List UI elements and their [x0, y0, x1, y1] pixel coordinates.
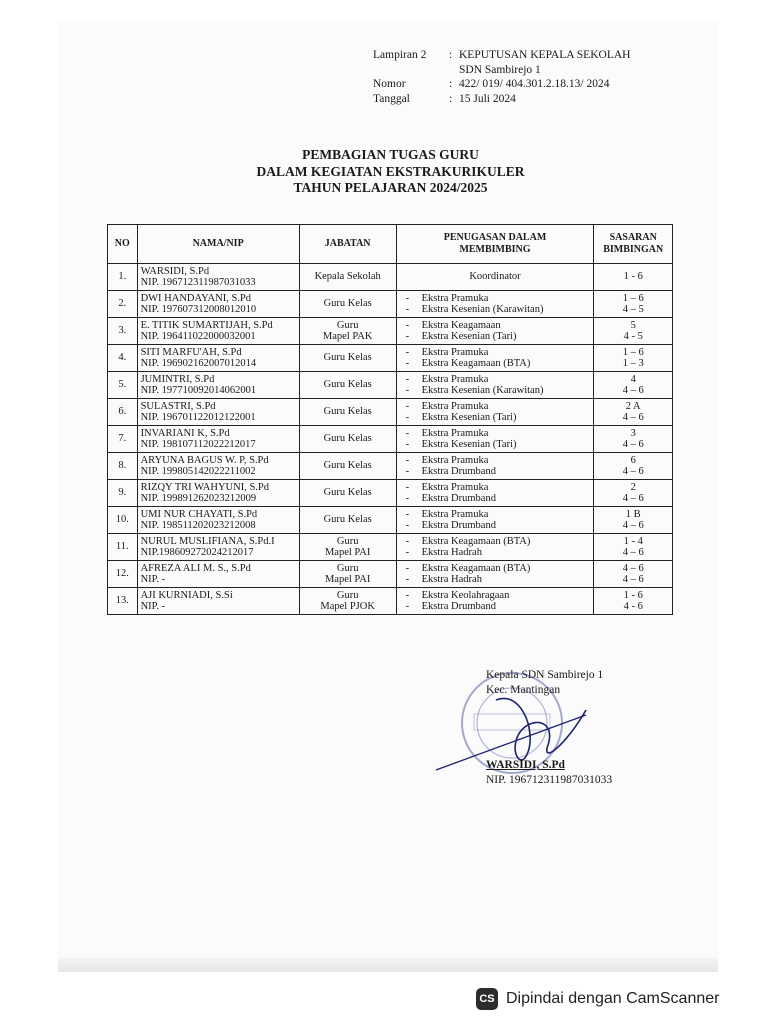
row-number: 5.: [108, 372, 138, 399]
row-number: 3.: [108, 318, 138, 345]
table-body: [108, 264, 673, 615]
assignment-cell: [396, 588, 594, 615]
row-number: 7.: [108, 426, 138, 453]
position-text: Guru Kelas: [323, 298, 372, 310]
teacher-nip: NIP. 199891262023212009: [140, 493, 257, 504]
assignment-item: [400, 493, 591, 505]
teacher-cell: [137, 480, 299, 507]
assignment-cell: [396, 561, 594, 588]
target-grade: 4 – 6: [622, 385, 644, 396]
position-text: Guru: [336, 562, 359, 574]
teacher-name: DWI HANDAYANI, S.Pd: [140, 292, 252, 304]
bullet-dash: -: [405, 562, 410, 574]
assignment-item: [400, 520, 591, 532]
teacher-name: NURUL MUSLIFIANA, S.Pd.I: [140, 535, 275, 547]
table-row: [108, 399, 673, 426]
target-grade: 1 – 6: [622, 346, 644, 358]
watermark-text: Dipindai dengan CamScanner: [506, 990, 720, 1007]
bullet-dash: -: [405, 589, 410, 601]
assignment-item: [400, 590, 591, 602]
page-bottom-edge: [58, 958, 718, 972]
teacher-cell: [137, 345, 299, 372]
target-grade: 4 – 6: [622, 412, 644, 423]
target-cell: [594, 453, 673, 480]
bullet-dash: -: [405, 466, 410, 477]
target-grade: 4 – 6: [622, 439, 644, 450]
signature-subtitle: Kec. Mantingan: [486, 684, 561, 696]
position-text: Guru Kelas: [323, 514, 372, 526]
assignment-text: Ekstra Keolahragaan: [421, 589, 510, 601]
signature-nip: NIP. 196712311987031033: [486, 774, 613, 786]
assignment-text: Ekstra Pramuka: [421, 427, 489, 439]
header-separator: [449, 63, 459, 78]
bullet-dash: -: [405, 319, 410, 331]
assignment-text: Ekstra Drumband: [421, 601, 496, 612]
teacher-nip: NIP. 196712311987031033: [140, 277, 256, 288]
target-grade: 2 A: [625, 400, 641, 412]
assignment-text: Ekstra Pramuka: [421, 454, 489, 466]
teacher-name: E. TITIK SUMARTIJAH, S.Pd: [140, 319, 273, 331]
assignment-cell: [396, 291, 594, 318]
position-text: Guru: [336, 535, 359, 547]
target-cell: [594, 318, 673, 345]
assignment-text: Ekstra Drumband: [421, 466, 496, 477]
position-text: Guru: [336, 589, 359, 601]
teacher-nip: NIP. -: [140, 574, 166, 585]
camscanner-watermark: [476, 984, 719, 1014]
teacher-name: UMI NUR CHAYATI, S.Pd: [140, 508, 258, 520]
teacher-nip: NIP. 197710092014062001: [140, 385, 257, 396]
assignment-cell: [396, 453, 594, 480]
position-text: Guru Kelas: [323, 379, 372, 391]
teacher-name: SULASTRI, S.Pd: [140, 400, 216, 412]
target-cell: [594, 345, 673, 372]
row-number: 10.: [108, 507, 138, 534]
assignment-cell: [396, 480, 594, 507]
assignment-item: [400, 466, 591, 478]
position-text: Guru Kelas: [323, 433, 372, 445]
table-row: [108, 345, 673, 372]
assignment-item: [400, 304, 591, 316]
target-cell: [594, 534, 673, 561]
assignment-text: Ekstra Pramuka: [421, 481, 489, 493]
target-grade: 4 – 6: [622, 574, 644, 585]
header-no: NO: [108, 225, 138, 264]
target-cell: [594, 561, 673, 588]
target-cell: [594, 264, 673, 291]
teacher-name: AFREZA ALI M. S., S.Pd: [140, 562, 251, 574]
teacher-cell: [137, 399, 299, 426]
header-row-school: [373, 63, 630, 78]
assignment-item: [400, 412, 591, 424]
table-row: [108, 426, 673, 453]
bullet-dash: -: [405, 508, 410, 520]
position-text: Mapel PAK: [322, 331, 373, 342]
target-grade: 1 – 6: [622, 292, 644, 304]
bullet-dash: -: [405, 481, 410, 493]
header-row-nomor: [373, 77, 630, 92]
target-cell: [594, 588, 673, 615]
assignment-text: Ekstra Pramuka: [421, 292, 489, 304]
assignment-text: Ekstra Pramuka: [421, 373, 489, 385]
bullet-dash: -: [405, 400, 410, 412]
teacher-cell: [137, 561, 299, 588]
teacher-cell: [137, 534, 299, 561]
table-row: [108, 318, 673, 345]
position-text: Kepala Sekolah: [314, 271, 381, 283]
teacher-cell: [137, 453, 299, 480]
assignment-item: [400, 439, 591, 451]
target-grade: 4 – 6: [622, 493, 644, 504]
teacher-cell: [137, 507, 299, 534]
header-label: [373, 63, 449, 78]
assignment-item: [400, 428, 591, 440]
position-cell: [299, 345, 396, 372]
assignment-item: [400, 563, 591, 575]
assignment-table: [107, 224, 673, 615]
assignment-item: [400, 347, 591, 359]
position-cell: [299, 426, 396, 453]
target-grade: 1 - 6: [623, 271, 643, 283]
teacher-cell: [137, 372, 299, 399]
bullet-dash: -: [405, 493, 410, 504]
target-grade: 6: [630, 454, 636, 466]
assignment-cell: [396, 372, 594, 399]
teacher-name: AJI KURNIADI, S.Si: [140, 589, 233, 601]
signature-title: Kepala SDN Sambirejo 1: [486, 669, 604, 681]
teacher-nip: NIP. 196411022000032001: [140, 331, 256, 342]
position-cell: [299, 480, 396, 507]
bullet-dash: -: [405, 601, 410, 612]
assignment-text: Ekstra Kesenian (Karawitan): [421, 304, 544, 315]
table-row: [108, 561, 673, 588]
header-label: Nomor: [373, 78, 406, 90]
target-grade: 4 – 6: [622, 562, 644, 574]
assignment-text: Ekstra Hadrah: [421, 547, 482, 558]
header-sasaran: [594, 225, 673, 264]
row-number: 4.: [108, 345, 138, 372]
target-grade: 1 - 6: [623, 589, 643, 601]
assignment-text: Ekstra Kesenian (Tari): [421, 412, 517, 423]
row-number: 2.: [108, 291, 138, 318]
assignment-item: [400, 385, 591, 397]
assignment-text: Ekstra Keagamaan: [421, 319, 501, 331]
teacher-nip: NIP. 198511202023212008: [140, 520, 256, 531]
teacher-name: INVARIANI K, S.Pd: [140, 427, 230, 439]
attachment-header: [373, 48, 630, 106]
target-grade: 1 – 3: [622, 358, 644, 369]
row-number: 1.: [108, 264, 138, 291]
bullet-dash: -: [405, 574, 410, 585]
assignment-text: Ekstra Pramuka: [421, 400, 489, 412]
assignment-text: Ekstra Keagamaan (BTA): [421, 562, 531, 574]
teacher-nip: NIP. 197607312008012010: [140, 304, 257, 315]
target-cell: [594, 372, 673, 399]
bullet-dash: -: [405, 412, 410, 423]
header-label: Tanggal: [373, 92, 410, 105]
assignment-item: [400, 547, 591, 559]
assignment-text: Ekstra Kesenian (Karawitan): [421, 385, 544, 396]
teacher-nip: NIP. 198107112022212017: [140, 439, 256, 450]
position-cell: [299, 588, 396, 615]
teacher-nip: NIP. -: [140, 601, 166, 612]
teacher-cell: [137, 264, 299, 291]
target-cell: [594, 291, 673, 318]
position-cell: [299, 534, 396, 561]
bullet-dash: -: [405, 535, 410, 547]
bullet-dash: -: [405, 385, 410, 396]
signature-name: WARSIDI, S.Pd: [486, 759, 565, 771]
header-value: 15 Juli 2024: [459, 92, 516, 105]
assignment-item: [400, 293, 591, 305]
target-cell: [594, 426, 673, 453]
target-grade: 1 - 4: [623, 535, 643, 547]
header-value: SDN Sambirejo 1: [459, 63, 541, 76]
table-row: [108, 588, 673, 615]
header-separator: :: [449, 92, 453, 105]
target-grade: 4: [630, 373, 636, 385]
table-row: [108, 534, 673, 561]
header-separator: :: [449, 49, 453, 61]
target-grade: 4 - 5: [623, 331, 643, 342]
target-grade: 5: [630, 319, 636, 331]
position-text: Mapel PAI: [324, 547, 371, 558]
header-value: KEPUTUSAN KEPALA SEKOLAH: [459, 49, 631, 61]
bullet-dash: -: [405, 292, 410, 304]
teacher-name: JUMINTRI, S.Pd: [140, 373, 215, 385]
assignment-cell: [396, 534, 594, 561]
table-row: [108, 372, 673, 399]
header-jabatan: JABATAN: [299, 225, 396, 264]
header-sasaran-line-1: SASARAN: [609, 232, 657, 243]
assignment-item: Koordinator: [469, 271, 521, 283]
assignment-text: Ekstra Pramuka: [421, 508, 489, 520]
assignment-item: [400, 331, 591, 343]
assignment-item: [400, 574, 591, 586]
target-cell: [594, 507, 673, 534]
assignment-item: [400, 401, 591, 413]
position-text: Mapel PJOK: [320, 601, 375, 612]
target-grade: 4 – 6: [622, 520, 644, 531]
assignment-cell: [396, 399, 594, 426]
row-number: 9.: [108, 480, 138, 507]
position-cell: [299, 291, 396, 318]
bullet-dash: -: [405, 439, 410, 450]
assignment-cell: [396, 426, 594, 453]
teacher-nip: NIP.198609272024212017: [140, 547, 254, 558]
assignment-text: Ekstra Pramuka: [421, 346, 489, 358]
position-cell: [299, 561, 396, 588]
target-grade: 3: [630, 427, 636, 439]
title-line-2: DALAM KEGIATAN EKSTRAKURIKULER: [256, 163, 525, 179]
header-penugasan-line-1: PENUGASAN DALAM: [443, 232, 547, 243]
assignment-item: [400, 358, 591, 370]
assignment-item: [400, 601, 591, 613]
position-text: Guru Kelas: [323, 460, 372, 472]
teacher-cell: [137, 588, 299, 615]
assignment-text: Ekstra Kesenian (Tari): [421, 439, 517, 450]
header-nama-nip: NAMA/NIP: [137, 225, 299, 264]
assignment-item: [400, 536, 591, 548]
row-number: 11.: [108, 534, 138, 561]
table-row: [108, 453, 673, 480]
header-separator: :: [449, 78, 453, 90]
teacher-name: SITI MARFU'AH, S.Pd: [140, 346, 242, 358]
teacher-nip: NIP. 199805142022211002: [140, 466, 256, 477]
target-cell: [594, 480, 673, 507]
position-cell: [299, 399, 396, 426]
assignment-text: Ekstra Keagamaan (BTA): [421, 358, 531, 369]
assignment-text: Ekstra Kesenian (Tari): [421, 331, 517, 342]
assignment-cell: [396, 318, 594, 345]
teacher-name: RIZQY TRI WAHYUNI, S.Pd: [140, 481, 269, 493]
target-grade: 4 – 5: [622, 304, 644, 315]
table-row: [108, 507, 673, 534]
table-row: [108, 264, 673, 291]
position-text: Guru Kelas: [323, 406, 372, 418]
header-row-tanggal: [373, 92, 630, 107]
assignment-item: [400, 455, 591, 467]
assignment-text: Ekstra Keagamaan (BTA): [421, 535, 531, 547]
table-row: [108, 291, 673, 318]
target-cell: [594, 399, 673, 426]
assignment-cell: [396, 264, 594, 291]
camscanner-logo-icon: CS: [476, 988, 498, 1010]
row-number: 8.: [108, 453, 138, 480]
row-number: 12.: [108, 561, 138, 588]
table-header-row: [108, 225, 673, 264]
row-number: 6.: [108, 399, 138, 426]
bullet-dash: -: [405, 304, 410, 315]
assignment-cell: [396, 507, 594, 534]
position-text: Mapel PAI: [324, 574, 371, 585]
signature-block: [486, 668, 612, 788]
teacher-name: WARSIDI, S.Pd: [140, 265, 210, 277]
target-grade: 1 B: [625, 508, 641, 520]
teacher-cell: [137, 426, 299, 453]
position-cell: [299, 264, 396, 291]
teacher-cell: [137, 291, 299, 318]
header-value: 422/ 019/ 404.301.2.18.13/ 2024: [459, 78, 610, 90]
bullet-dash: -: [405, 373, 410, 385]
row-number: 13.: [108, 588, 138, 615]
target-grade: 4 – 6: [622, 547, 644, 558]
position-cell: [299, 453, 396, 480]
assignment-text: Ekstra Drumband: [421, 493, 496, 504]
bullet-dash: -: [405, 331, 410, 342]
assignment-text: Ekstra Hadrah: [421, 574, 482, 585]
assignment-cell: [396, 345, 594, 372]
assignment-item: [400, 320, 591, 332]
target-grade: 4 – 6: [622, 466, 644, 477]
bullet-dash: -: [405, 427, 410, 439]
assignment-item: [400, 374, 591, 386]
assignment-text: Ekstra Drumband: [421, 520, 496, 531]
title-line-1: PEMBAGIAN TUGAS GURU: [302, 147, 479, 162]
assignment-item: [400, 509, 591, 521]
bullet-dash: -: [405, 358, 410, 369]
assignment-item: [400, 482, 591, 494]
table-row: [108, 480, 673, 507]
teacher-name: ARYUNA BAGUS W. P, S.Pd: [140, 454, 269, 466]
header-penugasan: [396, 225, 594, 264]
target-grade: 2: [630, 481, 636, 493]
bullet-dash: -: [405, 454, 410, 466]
teacher-cell: [137, 318, 299, 345]
teacher-nip: NIP. 196701122012122001: [140, 412, 256, 423]
bullet-dash: -: [405, 547, 410, 558]
bullet-dash: -: [405, 346, 410, 358]
header-penugasan-line-2: MEMBIMBING: [459, 244, 531, 255]
position-cell: [299, 372, 396, 399]
position-text: Guru: [336, 319, 359, 331]
header-sasaran-line-2: BIMBINGAN: [603, 244, 664, 255]
bullet-dash: -: [405, 520, 410, 531]
title-line-3: TAHUN PELAJARAN 2024/2025: [293, 180, 488, 195]
document-title: [108, 147, 673, 197]
header-row-lampiran: [373, 48, 630, 63]
header-label: Lampiran 2: [373, 49, 427, 61]
position-text: Guru Kelas: [323, 352, 372, 364]
position-cell: [299, 507, 396, 534]
teacher-nip: NIP. 196902162007012014: [140, 358, 257, 369]
position-text: Guru Kelas: [323, 487, 372, 499]
target-grade: 4 - 6: [623, 601, 643, 612]
position-cell: [299, 318, 396, 345]
